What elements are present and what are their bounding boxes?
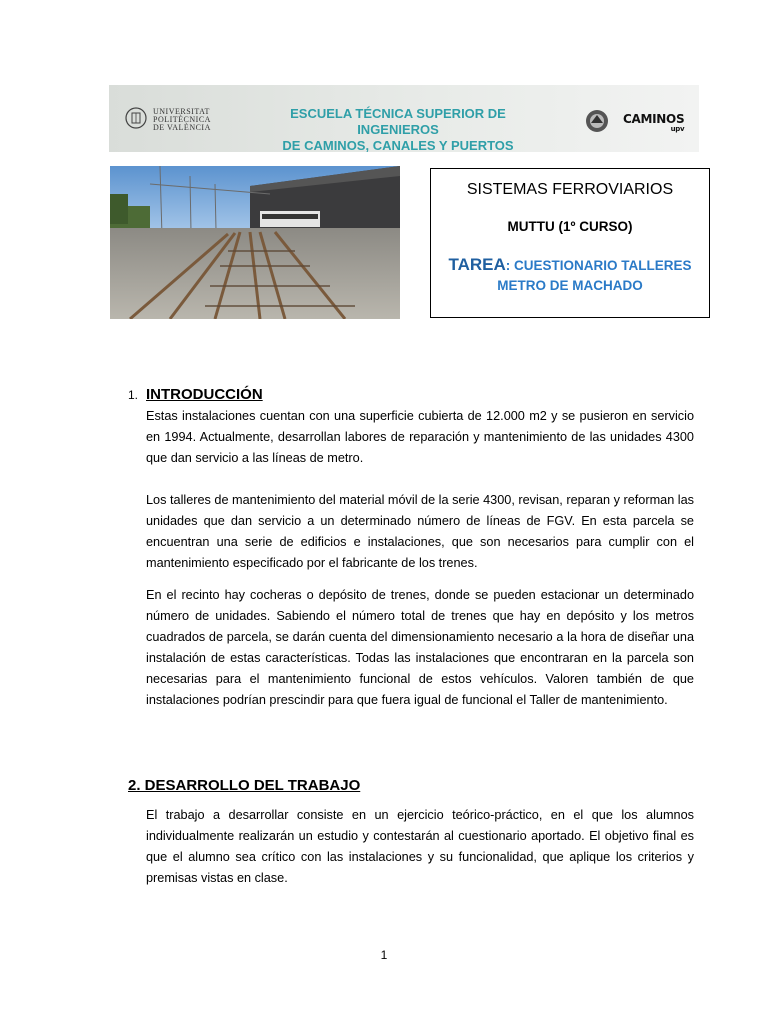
paragraph: El trabajo a desarrollar consiste en un ejercicio teórico-práctico, en el que los alumnos individualmente realizarán un estudio y contestarán al cuestionario aportado. El objetivo final es que el alumno sea crítico con las instalaciones y su funcionalidad, que aplique los criterios y premisas vistas en clase.	[146, 808, 694, 885]
paragraph: Estas instalaciones cuentan con una superficie cubierta de 12.000 m2 y se pusieron en servicio en 1994. Actualmente, desarrollan labores de reparación y mantenimiento de las unidades 4300 que dan servicio a las líneas de metro.	[146, 409, 694, 465]
task-title-line2: METRO DE MACHADO	[497, 278, 643, 293]
task-label: TAREA	[448, 255, 506, 274]
university-seal-icon	[125, 107, 147, 129]
course-label: MUTTU (1º CURSO)	[507, 219, 633, 234]
paragraph: Los talleres de mantenimiento del material móvil de la serie 4300, revisan, reparan y reforman las unidades que dan servicio a un determinado número de líneas de FGV. En esta parcela se encuentran una serie de edificios e instalaciones, que son necesarios para cumplir con el mantenimiento especificado por el fabricante de los trenes.	[146, 493, 694, 570]
title-box	[430, 168, 710, 318]
caminos-logo-sub: upv	[670, 125, 685, 133]
caminos-logo-text: CAMINOS	[623, 112, 685, 126]
page-number: 1	[380, 948, 388, 962]
section-1-heading	[128, 386, 263, 403]
section-1-number: 1.	[128, 388, 139, 402]
header-banner	[109, 85, 699, 152]
caminos-logo	[623, 113, 684, 135]
railway-tracks-photo	[110, 166, 400, 319]
section-1-title: INTRODUCCIÓN	[146, 386, 263, 403]
school-name-line1: ESCUELA TÉCNICA SUPERIOR DE INGENIEROS	[290, 106, 506, 137]
paragraph: En el recinto hay cocheras o depósito de trenes, donde se pueden estacionar un determinado número de unidades. Sabiendo el número total de trenes que hay en depósito y los metros cuadrados de parcela, se darán cuenta del dimensionamiento necesario a la hora de diseñar una instalación de estas características. Todas las instalaciones que encontraran en la parcela son necesarias para el mantenimiento funcional de estos vehículos. Valoren también de que instalaciones podrían prescindir para que fuera igual de funcional el Taller de mantenimiento.	[146, 588, 694, 707]
university-name: UNIVERSITAT POLITÈCNICA DE VALÈNCIA	[153, 107, 211, 132]
school-name	[253, 106, 543, 152]
school-name-line2: DE CAMINOS, CANALES Y PUERTOS	[282, 138, 514, 152]
task-title-line1: : CUESTIONARIO TALLERES	[505, 258, 692, 273]
caminos-emblem-icon	[585, 109, 609, 133]
task-title	[431, 255, 709, 296]
section-2-heading	[128, 777, 360, 794]
section-2-title: 2. DESARROLLO DEL TRABAJO	[128, 777, 361, 794]
subject-title: SISTEMAS FERROVIARIOS	[466, 181, 674, 198]
